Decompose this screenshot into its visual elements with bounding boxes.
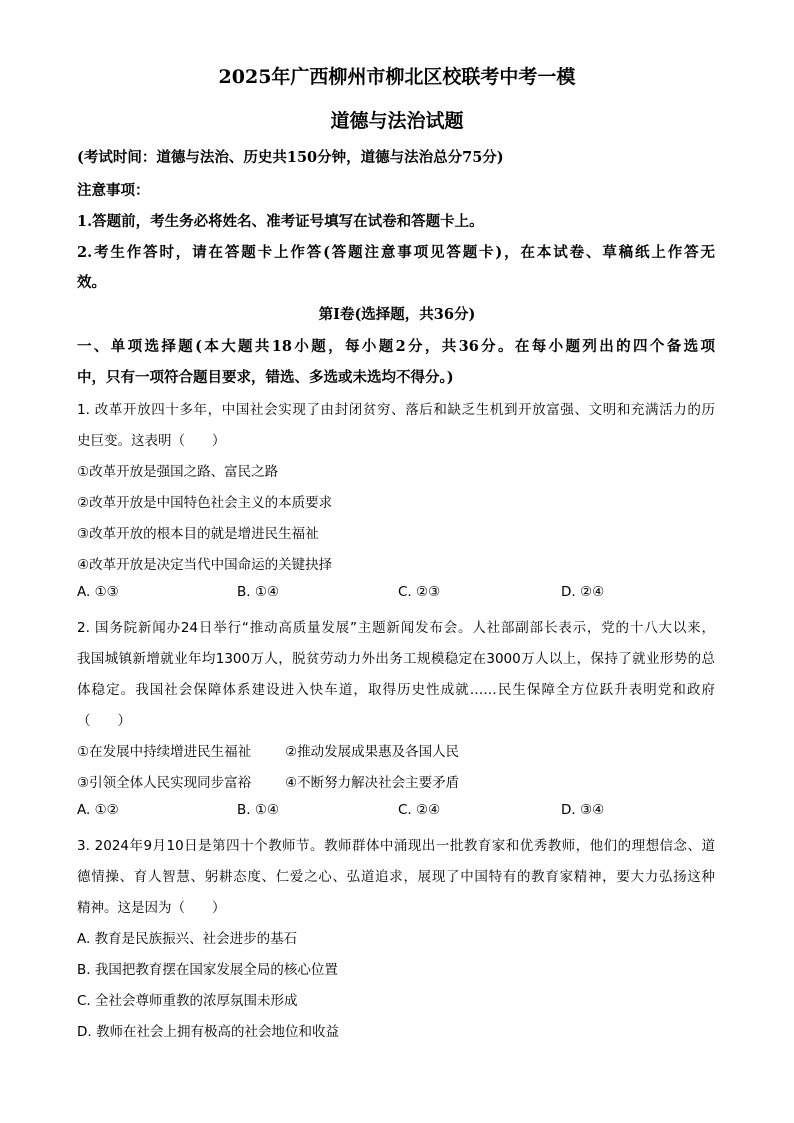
notes-heading: 注意事项：	[77, 182, 150, 199]
question-2-stem-line-3: 体稳定。我国社会保障体系建设进入快车道，取得历史性成就……民生保障全方位跃升表明党和政府	[77, 682, 715, 698]
question-2-option-d: D. ③④	[561, 802, 605, 818]
notes-item-2: 2.考生作答时，请在答题卡上作答(答题注意事项见答题卡)，在本试卷、草稿纸上作答无	[77, 244, 715, 261]
question-3-option-d: D. 教师在社会上拥有极高的社会地位和收益	[77, 1024, 339, 1040]
question-1-statement-1: ①改革开放是强国之路、富民之路	[77, 464, 279, 480]
exam-title: 2025年广西柳州市柳北区校联考中考一模	[218, 66, 576, 88]
question-1-option-c: C. ②③	[398, 584, 441, 600]
question-1-statement-3: ③改革开放的根本目的就是增进民生福祉	[77, 526, 319, 542]
notes-item-1: 1.答题前，考生务必将姓名、准考证号填写在试卷和答题卡上。	[77, 213, 484, 230]
question-3-stem-line-2: 德情操、育人智慧、躬耕态度、仁爱之心、弘道追求，展现了中国特有的教育家精神，要大力弘扬这种	[77, 869, 715, 885]
question-2-statement-2: ②推动发展成果惠及各国人民	[285, 744, 460, 760]
question-3-option-a: A. 教育是民族振兴、社会进步的基石	[77, 931, 298, 947]
question-1-stem: 1. 改革开放四十多年，中国社会实现了由封闭贫穷、落后和缺乏生机到开放富强、文明和充满活力的历	[77, 402, 715, 418]
section-instructions-cont: 中，只有一项符合题目要求，错选、多选或未选均不得分。)	[77, 369, 454, 386]
question-2-option-c: C. ②④	[398, 802, 441, 818]
exam-time: (考试时间：道德与法治、历史共150分钟，道德与法治总分75分)	[77, 149, 504, 166]
question-2-statement-4: ④不断努力解决社会主要矛盾	[285, 775, 460, 791]
question-3-stem: 3. 2024年9月10日是第四十个教师节。教师群体中涌现出一批教育家和优秀教师，他们的理想信念、道	[77, 838, 715, 854]
question-2-statement-3: ③引领全体人民实现同步富裕	[77, 775, 252, 791]
question-1-stem-cont: 史巨变。这表明（ ）	[77, 433, 226, 449]
question-3-option-b: B. 我国把教育摆在国家发展全局的核心位置	[77, 962, 338, 978]
question-3-stem-line-3: 精神。这是因为（ ）	[77, 900, 226, 916]
question-2-stem-line-4: （ ）	[77, 713, 131, 729]
question-3-option-c: C. 全社会尊师重教的浓厚氛围未形成	[77, 993, 298, 1009]
question-2-option-a: A. ①②	[77, 802, 119, 818]
question-2-option-b: B. ①④	[237, 802, 280, 818]
question-1-statement-2: ②改革开放是中国特色社会主义的本质要求	[77, 495, 333, 511]
question-1-option-a: A. ①③	[77, 584, 119, 600]
question-2-statement-1: ①在发展中持续增进民生福祉	[77, 744, 252, 760]
question-2-stem: 2. 国务院新闻办24日举行“推动高质量发展”主题新闻发布会。人社部副部长表示，党的十八大以来，	[77, 620, 715, 636]
question-1-option-d: D. ②④	[561, 584, 605, 600]
notes-item-2-cont: 效。	[77, 274, 106, 291]
question-1-statement-4: ④改革开放是决定当代中国命运的关键抉择	[77, 557, 333, 573]
question-1-option-b: B. ①④	[237, 584, 280, 600]
section-instructions: 一、单项选择题(本大题共18小题，每小题2分，共36分。在每小题列出的四个备选项	[77, 338, 715, 355]
exam-subtitle: 道德与法治试题	[330, 110, 464, 132]
question-2-stem-line-2: 我国城镇新增就业年均1300万人，脱贫劳动力外出务工规模稳定在3000万人以上，保持了就业形势的总	[77, 651, 715, 667]
volume-title: 第Ⅰ卷(选择题，共36分)	[318, 306, 476, 323]
